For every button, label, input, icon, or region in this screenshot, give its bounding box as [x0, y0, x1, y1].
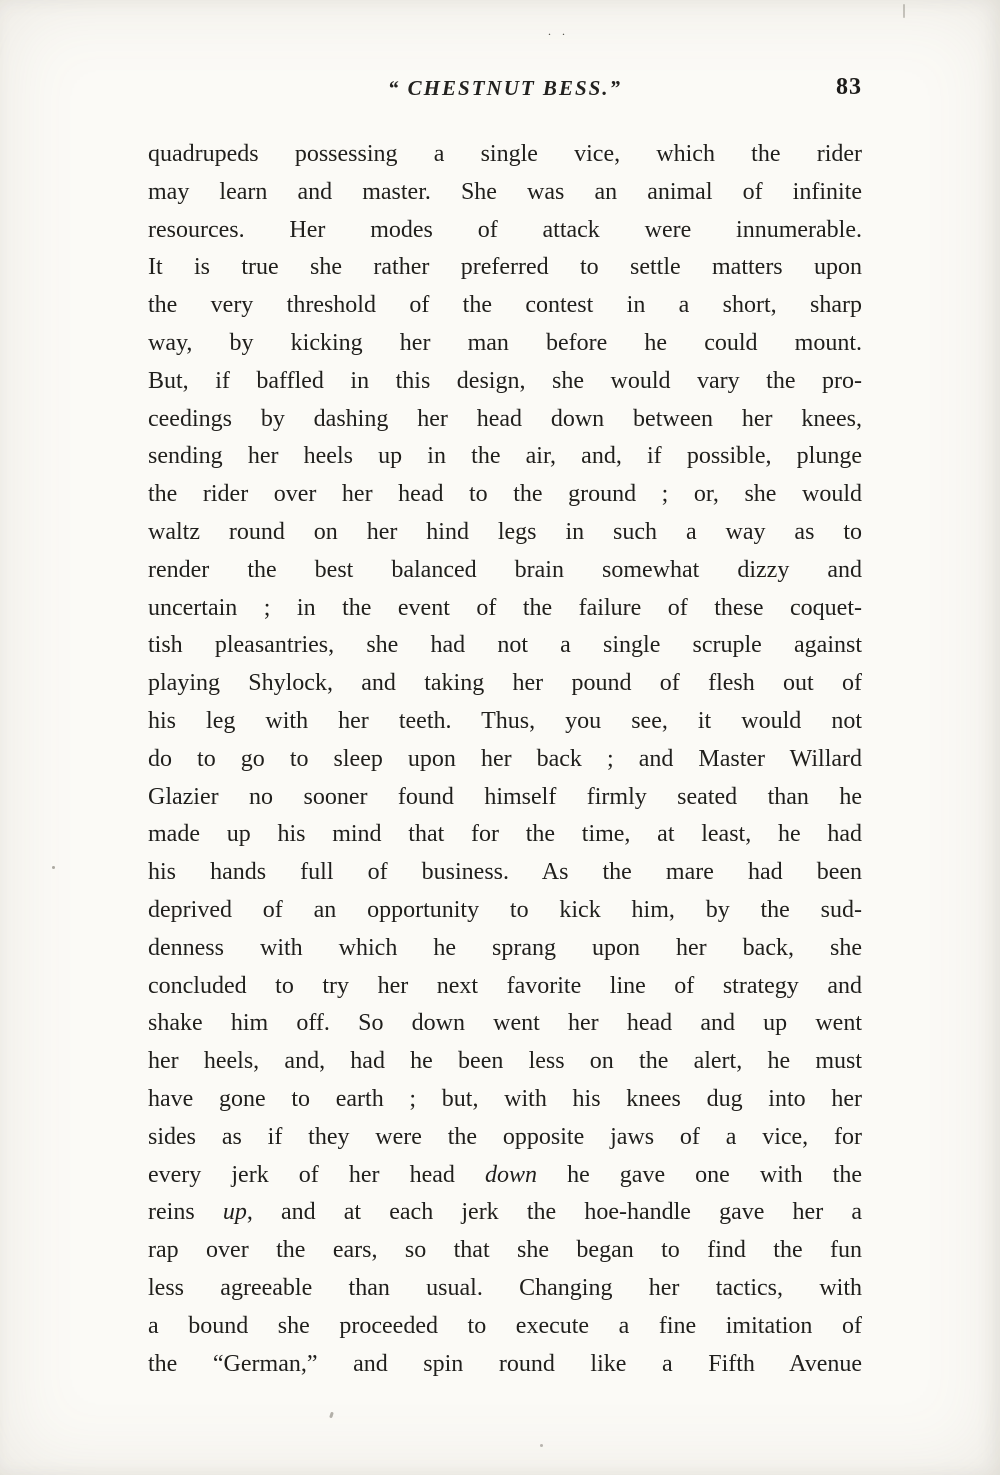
text-line: playing Shylock, and taking her pound of flesh out of	[148, 670, 862, 697]
scan-artifact-dot	[329, 1412, 334, 1419]
text-line: the “German,” and spin round like a Fifth Avenue	[148, 1350, 862, 1377]
running-title: “ CHESTNUT BESS.”	[387, 76, 623, 100]
text-line: his hands full of business. As the mare had been	[148, 859, 862, 886]
text-line: sending her heels up in the air, and, if possible, plunge	[148, 443, 862, 470]
text-line: sides as if they were the opposite jaws of a vice, for	[148, 1123, 862, 1150]
text-line: uncertain ; in the event of the failure of these coquet-	[148, 594, 862, 621]
text-line: way, by kicking her man before he could mount.	[148, 329, 862, 356]
text-line: the rider over her head to the ground ; or, she would	[148, 481, 862, 508]
text-line: have gone to earth ; but, with his knees dug into her	[148, 1085, 862, 1112]
scan-artifact-dot	[52, 866, 55, 869]
text-line: ceedings by dashing her head down between her knees,	[148, 405, 862, 432]
text-line: his leg with her teeth. Thus, you see, it would not	[148, 707, 862, 734]
text-line: every jerk of her head down he gave one with the	[148, 1161, 862, 1188]
scan-artifact-marks: . .	[548, 24, 569, 38]
page-body	[148, 136, 862, 1383]
scan-artifact-dot	[540, 1444, 543, 1447]
text-line: resources. Her modes of attack were innumerable.	[148, 216, 862, 243]
text-line: But, if baffled in this design, she would vary the pro-	[148, 367, 862, 394]
text-line: waltz round on her hind legs in such a way as to	[148, 518, 862, 545]
text-line: may learn and master. She was an animal of infinite	[148, 178, 862, 205]
text-line: rap over the ears, so that she began to find the fun	[148, 1237, 862, 1264]
page-header	[148, 76, 862, 110]
text-line: It is true she rather preferred to settle matters upon	[148, 254, 862, 281]
text-line: a bound she proceeded to execute a fine imitation of	[148, 1312, 862, 1339]
text-line: do to go to sleep upon her back ; and Master Willard	[148, 745, 862, 772]
text-line: reins up, and at each jerk the hoe-handle gave her a	[148, 1199, 862, 1226]
text-line: concluded to try her next favorite line of strategy and	[148, 972, 862, 999]
text-line: shake him off. So down went her head and up went	[148, 1010, 862, 1037]
text-line: the very threshold of the contest in a short, sharp	[148, 292, 862, 319]
text-line: quadrupeds possessing a single vice, which the rider	[148, 141, 862, 167]
text-line: less agreeable than usual. Changing her tactics, with	[148, 1274, 862, 1301]
text-line: deprived of an opportunity to kick him, by the sud-	[148, 896, 862, 923]
text-line: render the best balanced brain somewhat dizzy and	[148, 556, 862, 583]
page-number: 83	[836, 74, 862, 100]
text-line: her heels, and, had he been less on the alert, he must	[148, 1048, 862, 1075]
text-line: tish pleasantries, she had not a single scruple against	[148, 632, 862, 659]
text-line: denness with which he sprang upon her back, she	[148, 934, 862, 961]
text-line: Glazier no sooner found himself firmly seated than he	[148, 783, 862, 810]
scan-artifact-dot	[903, 4, 905, 18]
text-line: made up his mind that for the time, at least, he had	[148, 821, 862, 848]
